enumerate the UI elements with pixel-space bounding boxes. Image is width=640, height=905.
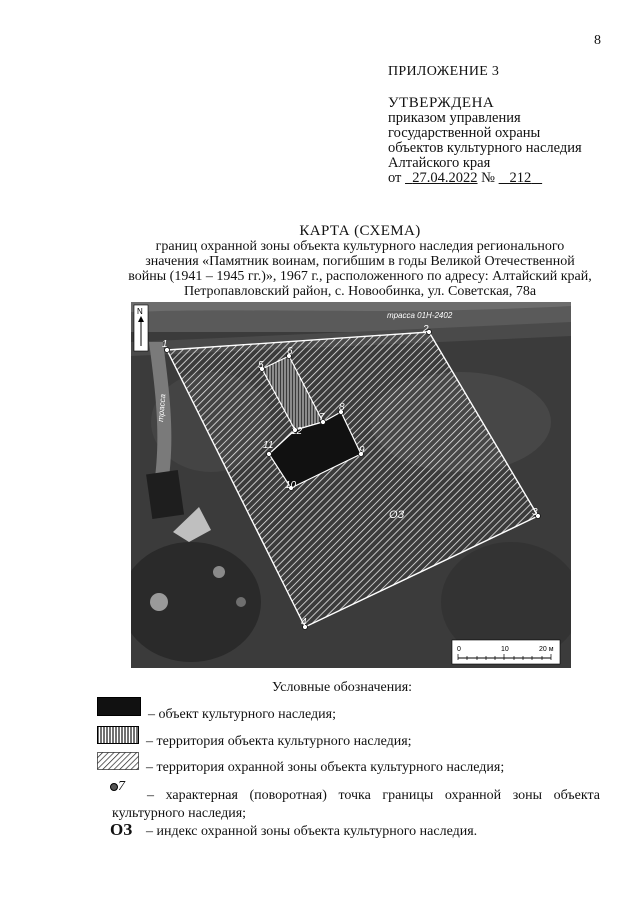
road-label-top: трасса 01Н-2402 [387, 311, 453, 320]
approval-heading: УТВЕРЖДЕНА [388, 95, 495, 111]
legend-title: Условные обозначения: [272, 680, 413, 695]
approval-date: 27.04.2022 [412, 170, 478, 186]
legend-index-symbol: ОЗ [110, 820, 133, 839]
title-line-2: значения «Памятник воинам, погибшим в годы Великой Отечественной [145, 254, 575, 269]
legend-point-symbol: 7 [110, 779, 125, 795]
zone-index-label: ОЗ [389, 509, 405, 521]
approval-date-line [388, 171, 582, 186]
svg-text:10: 10 [501, 646, 509, 653]
svg-text:0: 0 [457, 646, 461, 653]
approval-line-2: государственной охраны [388, 125, 541, 141]
point-label-5: 5 [258, 360, 264, 371]
point-label-2: 2 [423, 324, 429, 335]
north-arrow [134, 305, 148, 351]
title-line-3: войны (1941 – 1945 гг.)», 1967 г., расположенного по адресу: Алтайский край, [128, 269, 592, 284]
page-number: 8 [594, 33, 601, 48]
approval-line-3: объектов культурного наследия [388, 140, 582, 156]
approval-block [388, 96, 582, 186]
legend-object-text: – объект культурного наследия; [148, 707, 336, 722]
number-prefix: № [481, 170, 495, 186]
title-line-1: границ охранной зоны объекта культурного наследия регионального [155, 239, 565, 254]
point-label-8: 8 [339, 402, 345, 413]
legend-zone-swatch [97, 752, 139, 770]
boundary-map [131, 302, 571, 668]
svg-text:N: N [137, 307, 143, 316]
point-label-6: 6 [287, 346, 293, 357]
date-prefix: от [388, 170, 402, 186]
point-label-9: 9 [359, 445, 365, 456]
point-label-11: 11 [263, 440, 274, 451]
point-label-7: 7 [319, 412, 325, 423]
legend-point-text-2: культурного наследия; [112, 806, 247, 821]
title-line-4: Петропавловский район, с. Новообинка, ул. Советская, 78а [183, 284, 537, 299]
building [146, 470, 184, 519]
point-label-12: 12 [291, 426, 303, 437]
document-title [100, 224, 620, 299]
point-label-10: 10 [285, 480, 297, 491]
scale-bar [452, 640, 560, 664]
road-label-left: трасса [156, 393, 168, 423]
point-label-1: 1 [162, 339, 168, 350]
approval-line-4: Алтайского края [388, 155, 491, 171]
legend-territory-swatch [97, 726, 139, 744]
legend-zone-text: – территория охранной зоны объекта культурного наследия; [146, 760, 505, 775]
title-main: КАРТА (СХЕМА) [299, 223, 421, 239]
legend-territory-text: – территория объекта культурного наследия; [146, 734, 412, 749]
approval-number: 212 [509, 170, 532, 186]
svg-text:20 м: 20 м [539, 646, 554, 653]
point-label-3: 3 [532, 507, 538, 518]
legend-object-swatch [97, 697, 141, 716]
appendix-label: ПРИЛОЖЕНИЕ 3 [388, 64, 500, 79]
point-label-4: 4 [301, 617, 307, 628]
approval-line-1: приказом управления [388, 110, 521, 126]
legend-index-text: – индекс охранной зоны объекта культурного наследия. [146, 824, 478, 839]
legend-point-text [112, 787, 600, 823]
legend-point-text-1: – характерная (поворотная) точка границы охранной зоны объекта [147, 788, 600, 803]
